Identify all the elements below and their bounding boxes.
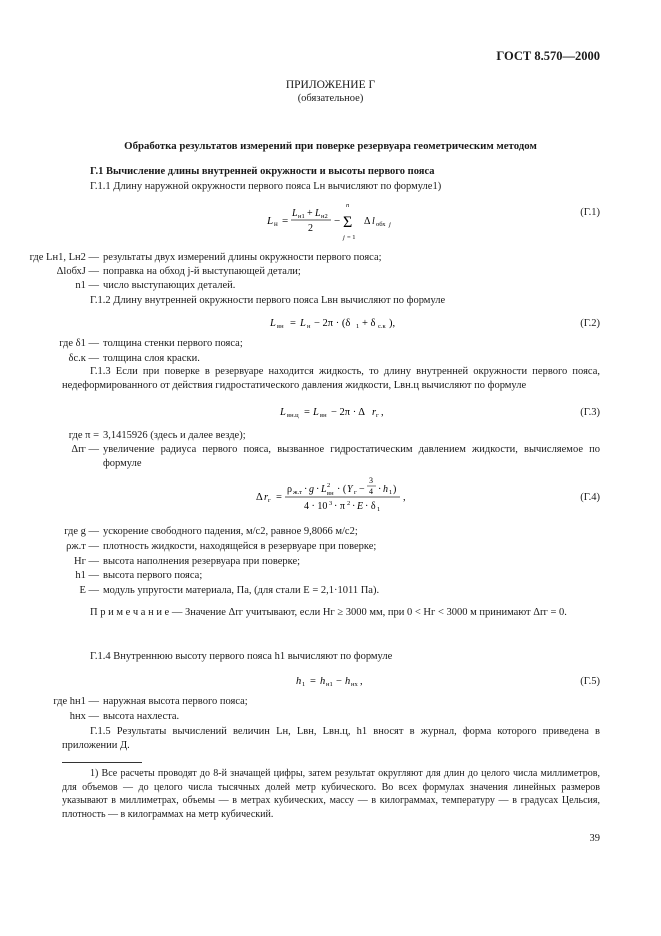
svg-text:с.к: с.к — [378, 323, 386, 330]
footnote: 1) Все расчеты проводят до 8-й значащей цифры, затем результат округляют для длин до целого числа миллиметров, для объемов — до целого числа тысячных долей метр кубического. Во всех формулах значения линейных размеров указывают в миллиметрах, объемы — в метрах кубических, массу — в килограммах, температуру — в градусах Цельсия, плотность — в килограммах на метр кубический. — [62, 768, 600, 820]
svg-text:=: = — [310, 676, 316, 687]
svg-text:г: г — [268, 497, 271, 504]
term-symbol: где hн1 — — [53, 696, 99, 707]
svg-text:вн.ц: вн.ц — [287, 412, 299, 419]
section-g1-heading: Г.1 Вычисление длины внутренней окружности и высоты первого пояса — [90, 166, 435, 177]
svg-text:·: · — [316, 484, 320, 495]
svg-text:,: , — [403, 492, 406, 503]
svg-text:L: L — [292, 208, 298, 219]
svg-text:н1: н1 — [326, 681, 333, 688]
svg-text:4 · 10: 4 · 10 — [304, 501, 328, 512]
svg-text:L: L — [313, 407, 319, 418]
svg-text:3: 3 — [369, 476, 373, 485]
term-symbol: где δ1 — — [59, 338, 99, 349]
term-description: 3,1415926 (здесь и далее везде); — [103, 430, 246, 441]
svg-text:+ δ: + δ — [362, 318, 376, 329]
svg-text:·: · — [304, 484, 308, 495]
term-description: высота нахлеста. — [103, 711, 180, 722]
g11-text: Г.1.1 Длину наружной окружности первого пояса Lн вычисляют по формуле1) — [90, 181, 442, 192]
svg-text:−: − — [334, 215, 341, 227]
svg-text:j: j — [343, 234, 345, 241]
svg-text:г: г — [354, 489, 357, 496]
term-description: плотность жидкости, находящейся в резервуаре при поверке; — [103, 541, 377, 552]
svg-text:1: 1 — [356, 323, 360, 330]
svg-text:L: L — [300, 318, 306, 329]
eq-label-g1: (Г.1) — [580, 207, 600, 218]
appendix-title: ПРИЛОЖЕНИЕ Г — [285, 79, 376, 91]
svg-text:2: 2 — [327, 482, 331, 489]
term-symbol: Hг — — [73, 556, 99, 567]
term-symbol: ρж.т — — [66, 541, 99, 552]
svg-text:g: g — [309, 484, 314, 495]
svg-text:обх: обх — [376, 221, 386, 228]
svg-text:=: = — [282, 215, 289, 227]
formula-g2-graphic — [268, 313, 428, 333]
svg-text:3: 3 — [329, 500, 333, 507]
svg-text:·: · — [378, 484, 382, 495]
svg-text:−: − — [359, 484, 365, 495]
svg-text:= 1: = 1 — [347, 234, 356, 241]
svg-text:Δ: Δ — [364, 216, 371, 227]
svg-text:2: 2 — [347, 500, 351, 507]
term-description: толщина слоя краски. — [103, 353, 200, 364]
term-symbol: Δrг — — [71, 444, 99, 455]
svg-text:),: ), — [389, 318, 396, 329]
svg-text:4: 4 — [369, 487, 373, 496]
svg-text:Σ: Σ — [343, 214, 353, 231]
term-description: ускорение свободного падения, м/с2, равное 9,8066 м/с2; — [103, 526, 358, 537]
formula-g4 — [254, 472, 414, 518]
eq-label-g4: (Г.4) — [580, 492, 600, 503]
svg-text:r: r — [264, 492, 269, 503]
footnote-divider — [62, 762, 142, 763]
svg-text:l: l — [372, 216, 375, 227]
term-symbol: E — — [79, 585, 99, 596]
formula-g1 — [265, 198, 415, 242]
formula-g4-graphic — [254, 472, 414, 518]
formula-g3-graphic — [278, 402, 418, 422]
standard-code: ГОСТ 8.570—2000 — [496, 49, 600, 63]
svg-text:− 2π · (δ: − 2π · (δ — [314, 318, 351, 329]
svg-text:Y: Y — [347, 484, 353, 495]
svg-text:L: L — [270, 318, 276, 329]
g14-text: Г.1.4 Внутреннюю высоту первого пояса h1 вычисляют по формуле — [90, 651, 393, 662]
svg-text:L: L — [321, 484, 327, 495]
svg-text:h: h — [296, 676, 302, 687]
svg-text:E: E — [357, 501, 364, 512]
svg-text:,: , — [360, 676, 363, 687]
term-description: число выступающих деталей. — [103, 280, 236, 291]
svg-text:ж.т: ж.т — [293, 489, 302, 496]
svg-text:вн: вн — [327, 490, 334, 497]
svg-text:вн: вн — [277, 323, 284, 330]
svg-text:,: , — [381, 407, 384, 418]
term-description: толщина стенки первого пояса; — [103, 338, 243, 349]
note: П р и м е ч а н и е — Значение Δrг учитывают, если Hг ≥ 3000 мм, при 0 < Hг < 3000 м принимают Δrг = 0. — [90, 607, 567, 618]
svg-text:=: = — [304, 407, 310, 418]
svg-text:нх: нх — [351, 681, 358, 688]
g13-text: Г.1.3 Если при поверке в резервуаре находится жидкость, то длину внутренней окружности первого пояса, недеформированного от действия гидростатического давления жидкости, Lвн.ц вычисляют по формуле — [62, 366, 600, 392]
term-description: высота наполнения резервуара при поверке; — [103, 556, 301, 567]
term-symbol: δс.к — — [68, 353, 99, 364]
svg-text:·: · — [352, 501, 356, 512]
svg-text:н1: н1 — [298, 213, 305, 220]
formula-g1-graphic — [265, 198, 415, 242]
term-symbol: h1 — — [75, 570, 99, 581]
term-symbol: где π = — [68, 430, 99, 441]
term-description: поправка на обход j-й выступающей детали; — [103, 266, 301, 277]
term-symbol: hнх — — [69, 711, 99, 722]
term-symbol: ΔlобхJ — — [56, 266, 99, 277]
svg-text:− 2π · Δ: − 2π · Δ — [331, 407, 366, 418]
svg-text:Δ: Δ — [256, 492, 263, 503]
svg-text:н2: н2 — [321, 213, 328, 220]
svg-text:−: − — [336, 676, 342, 687]
formula-g3 — [278, 402, 418, 422]
svg-text:1: 1 — [389, 489, 393, 496]
term-symbol: где Lн1, Lн2 — — [29, 252, 99, 263]
term-description: высота первого пояса; — [103, 570, 203, 581]
formula-g5 — [294, 671, 384, 691]
term-symbol: n1 — — [75, 280, 99, 291]
svg-text:ρ: ρ — [287, 484, 292, 495]
term-description: результаты двух измерений длины окружности первого пояса; — [103, 252, 382, 263]
svg-text:+: + — [307, 208, 313, 219]
svg-text:вн: вн — [320, 412, 327, 419]
term-description: наружная высота первого пояса; — [103, 696, 248, 707]
svg-text:j: j — [389, 221, 391, 228]
svg-text:n: n — [346, 202, 350, 209]
g15-text: Г.1.5 Результаты вычислений величин Lн, Lвн, Lвн.ц, h1 вносят в журнал, форма которого приведена в приложении Д. — [62, 726, 600, 752]
svg-text:h: h — [345, 676, 351, 687]
svg-text:L: L — [280, 407, 286, 418]
svg-text:h: h — [320, 676, 326, 687]
svg-text:=: = — [290, 318, 296, 329]
main-heading: Обработка результатов измерений при поверке резервуара геометрическим методом — [124, 140, 537, 152]
svg-text:L: L — [315, 208, 321, 219]
svg-text:· π: · π — [334, 501, 345, 512]
appendix-subtitle: (обязательное) — [297, 93, 364, 104]
svg-text:r: r — [372, 407, 377, 418]
page-number: 39 — [589, 833, 600, 844]
svg-text:h: h — [383, 484, 388, 495]
svg-text:н: н — [274, 220, 278, 228]
formula-g2 — [268, 313, 428, 333]
svg-text:=: = — [276, 492, 282, 503]
term-description: модуль упругости материала, Па, (для стали E = 2,1·1011 Па). — [103, 585, 380, 596]
eq-label-g2: (Г.2) — [580, 318, 600, 329]
term-description: увеличение радиуса первого пояса, вызванное гидростатическим давлением жидкости, вычисляемое по формуле — [103, 444, 600, 470]
svg-text:н: н — [307, 323, 311, 330]
svg-text:L: L — [267, 215, 274, 227]
formula-g5-graphic — [294, 671, 384, 691]
svg-text:2: 2 — [308, 223, 313, 234]
svg-text:1: 1 — [377, 506, 381, 513]
g12-text: Г.1.2 Длину внутренней окружности первого пояса Lвн вычисляют по формуле — [90, 295, 446, 306]
eq-label-g5: (Г.5) — [580, 676, 600, 687]
svg-text:): ) — [393, 484, 397, 495]
svg-text:· δ: · δ — [365, 501, 376, 512]
svg-text:· (: · ( — [337, 484, 347, 495]
eq-label-g3: (Г.3) — [580, 407, 600, 418]
svg-text:г: г — [376, 412, 379, 419]
term-symbol: где g — — [64, 526, 99, 537]
svg-text:1: 1 — [302, 681, 306, 688]
